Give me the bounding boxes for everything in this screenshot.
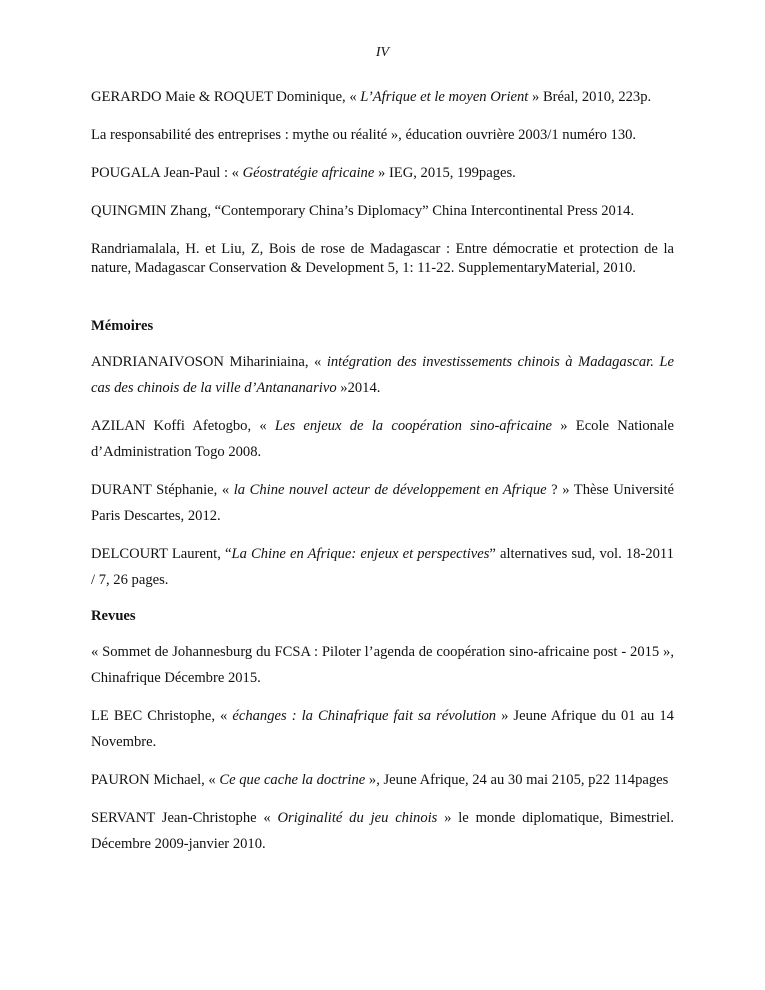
revue-entry: « Sommet de Johannesburg du FCSA : Piloter l’agenda de coopération sino-africaine post - 2015 », Chinafrique Décembre 2015. <box>91 644 674 686</box>
page-number: IV <box>375 45 390 60</box>
bibliography <box>91 88 674 857</box>
memoire-entry: DURANT Stéphanie, « la Chine nouvel acteur de développement en Afrique ? » Thèse Université Paris Descartes, 2012. <box>91 482 674 524</box>
reference-entry: Randriamalala, H. et Liu, Z, Bois de rose de Madagascar : Entre démocratie et protection de la nature, Madagascar Conservation & Development 5, 1: 11-22. SupplementaryMaterial, 2010. <box>91 241 674 276</box>
revue-entry: PAURON Michael, « Ce que cache la doctrine », Jeune Afrique, 24 au 30 mai 2105, p22 114pages <box>91 772 669 788</box>
reference-entry: QUINGMIN Zhang, “Contemporary China’s Diplomacy” China Intercontinental Press 2014. <box>91 203 635 219</box>
memoire-entry: DELCOURT Laurent, “La Chine en Afrique: enjeux et perspectives” alternatives sud, vol. 18-2011 / 7, 26 pages. <box>91 546 674 588</box>
section-heading-memoires: Mémoires <box>91 318 154 334</box>
reference-entry: POUGALA Jean-Paul : « Géostratégie africaine » IEG, 2015, 199pages. <box>91 165 516 181</box>
revue-entry: SERVANT Jean-Christophe « Originalité du jeu chinois » le monde diplomatique, Bimestriel. Décembre 2009-janvier 2010. <box>91 810 674 852</box>
reference-entry: La responsabilité des entreprises : mythe ou réalité », éducation ouvrière 2003/1 numéro 130. <box>91 127 637 143</box>
section-heading-revues: Revues <box>91 608 136 624</box>
memoire-entry: AZILAN Koffi Afetogbo, « Les enjeux de la coopération sino-africaine » Ecole Nationale d’Administration Togo 2008. <box>91 418 674 460</box>
revue-entry: LE BEC Christophe, « échanges : la Chinafrique fait sa révolution » Jeune Afrique du 01 au 14 Novembre. <box>91 708 674 750</box>
reference-entry: GERARDO Maie & ROQUET Dominique, « L’Afrique et le moyen Orient » Bréal, 2010, 223p. <box>91 89 652 105</box>
memoire-entry: ANDRIANAIVOSON Mihariniaina, « intégration des investissements chinois à Madagascar. Le cas des chinois de la ville d’Antananarivo »2014. <box>91 354 674 396</box>
